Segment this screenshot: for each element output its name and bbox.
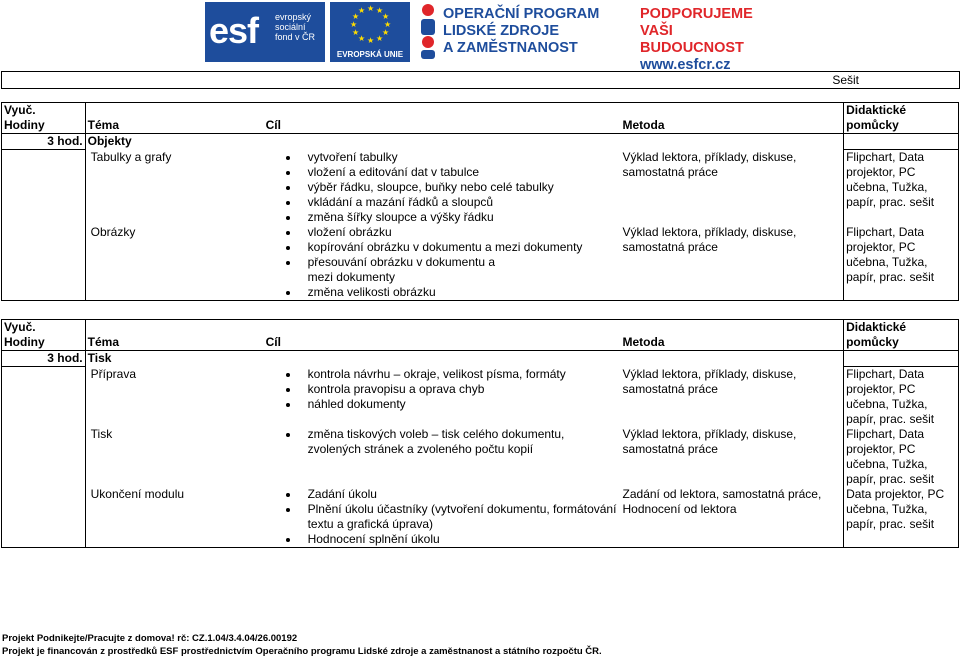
svg-text:★: ★ [358, 6, 366, 15]
row-goals [264, 150, 621, 225]
svg-text:★: ★ [367, 4, 375, 13]
svg-text:★: ★ [382, 12, 390, 21]
table-header-row [2, 320, 959, 351]
section-title-row [2, 351, 959, 367]
list-item: změna tiskových voleb – tisk celého dokumentu, zvolených stránek a zvoleného počtu kopií [296, 427, 619, 457]
svg-text:★: ★ [352, 28, 360, 37]
header-method: Metoda [621, 320, 844, 351]
esf-word: esf [209, 10, 259, 51]
list-item: Hodnocení splnění úkolu [296, 532, 619, 547]
row-teaching-aids: Data projektor, PC učebna, Tužka, papír, prac. sešit [844, 487, 959, 548]
section-title-row [2, 134, 959, 150]
logo-banner [205, 0, 775, 73]
header-teaching-aids: Didaktické pomůcky [844, 103, 959, 134]
lesson-table-print [1, 319, 959, 548]
list-item: kontrola návrhu – okraje, velikost písma, formáty [296, 367, 619, 382]
table-row [2, 427, 959, 487]
header-goal: Cíl [264, 103, 621, 134]
table-header-row [2, 103, 959, 134]
svg-text:★: ★ [382, 28, 390, 37]
section-title: Objekty [87, 134, 132, 148]
footer-funding-note: Projekt je financován z prostředků ESF prostřednictvím Operačního programu Lidské zdroje a zaměstnanost a státního rozpočtu ČR. [2, 646, 602, 657]
header-method: Metoda [621, 103, 844, 134]
page-footer [2, 632, 602, 658]
svg-text:★: ★ [350, 20, 358, 29]
header-topic: Téma [85, 103, 263, 134]
header-hours: Vyuč. Hodiny [2, 320, 86, 351]
eu-text: EVROPSKÁ UNIE [336, 50, 404, 59]
svg-text:★: ★ [376, 34, 384, 43]
eu-stars-icon [344, 4, 396, 46]
row-method: Výklad lektora, příklady, diskuse, samostatná práce [622, 224, 797, 254]
row-goals [264, 225, 621, 301]
header-teaching-aids: Didaktické pomůcky [844, 320, 959, 351]
row-method: Zadání od lektora, samostatná práce, Hodnocení od lektora [622, 487, 822, 516]
table-row [2, 487, 959, 548]
list-item: výběr řádku, sloupce, buňky nebo celé tabulky [296, 180, 619, 195]
list-item: náhled dokumenty [296, 397, 619, 412]
row-topic: Tabulky a grafy [90, 149, 172, 164]
row-goals [264, 487, 621, 548]
list-item: kopírování obrázku v dokumentu a mezi dokumenty [296, 240, 619, 255]
header-goal: Cíl [264, 320, 621, 351]
row-method: Výklad lektora, příklady, diskuse, samostatná práce [622, 427, 797, 456]
support-text: PODPORUJEME VAŠI BUDOUCNOST www.esfcr.cz [640, 6, 780, 74]
row-teaching-aids: Flipchart, Data projektor, PC učebna, Tužka, papír, prac. sešit [844, 150, 959, 225]
svg-text:★: ★ [376, 6, 384, 15]
list-item: vložení a editování dat v tabulce [296, 165, 619, 180]
op-program-text: OPERAČNÍ PROGRAM LIDSKÉ ZDROJE A ZAMĚSTNANOST [443, 6, 600, 56]
list-item: změna velikosti obrázku [296, 285, 619, 300]
header-hours: Vyuč. Hodiny [2, 103, 86, 134]
esf-url[interactable]: www.esfcr.cz [640, 57, 731, 73]
workbook-label-box [1, 71, 960, 89]
row-goals [264, 367, 621, 428]
row-goals [264, 427, 621, 487]
section-hours: 3 hod. [2, 351, 86, 367]
list-item: vkládání a mazání řádků a sloupců [296, 195, 619, 210]
list-item: Plnění úkolu účastníky (vytvoření dokumentu, formátování textu a grafická úprava) [296, 502, 619, 532]
table-row [2, 225, 959, 301]
row-method: Výklad lektora, příklady, diskuse, samostatná práce [622, 366, 797, 396]
svg-text:★: ★ [352, 12, 360, 21]
svg-text:★: ★ [384, 20, 392, 29]
row-teaching-aids: Flipchart, Data projektor, PC učebna, Tužka, papír, prac. sešit [844, 367, 959, 428]
table-row [2, 367, 959, 428]
list-item: změna šířky sloupce a výšky řádku [296, 210, 619, 225]
header-topic: Téma [85, 320, 263, 351]
workbook-label: Sešit [832, 73, 859, 87]
footer-project-id: Projekt Podnikejte/Pracujte z domova! rč: CZ.1.04/3.4.04/26.00192 [2, 633, 298, 644]
esf-logo [205, 2, 325, 62]
svg-text:★: ★ [367, 36, 375, 45]
row-teaching-aids: Flipchart, Data projektor, PC učebna, Tužka, papír, prac. sešit [844, 427, 959, 487]
list-item: přesouvání obrázku v dokumentu a mezi dokumenty [296, 255, 619, 285]
row-teaching-aids: Flipchart, Data projektor, PC učebna, Tužka, papír, prac. sešit [844, 225, 959, 301]
row-topic: Obrázky [90, 224, 136, 239]
section-hours: 3 hod. [2, 134, 86, 150]
list-item: vytvoření tabulky [296, 150, 619, 165]
op-people-icon [417, 2, 439, 60]
row-method: Výklad lektora, příklady, diskuse, samostatná práce [622, 149, 797, 179]
row-topic: Tisk [90, 427, 113, 441]
eu-logo [330, 2, 410, 62]
list-item: Zadání úkolu [296, 487, 619, 502]
table-row [2, 150, 959, 225]
list-item: kontrola pravopisu a oprava chyb [296, 382, 619, 397]
list-item: vložení obrázku [296, 225, 619, 240]
svg-text:★: ★ [358, 34, 366, 43]
row-topic: Ukončení modulu [90, 487, 185, 501]
section-title: Tisk [87, 351, 112, 365]
esf-subtitle: evropský sociální fond v ČR [275, 12, 316, 42]
row-topic: Příprava [90, 366, 136, 381]
lesson-table-objects [1, 102, 959, 301]
